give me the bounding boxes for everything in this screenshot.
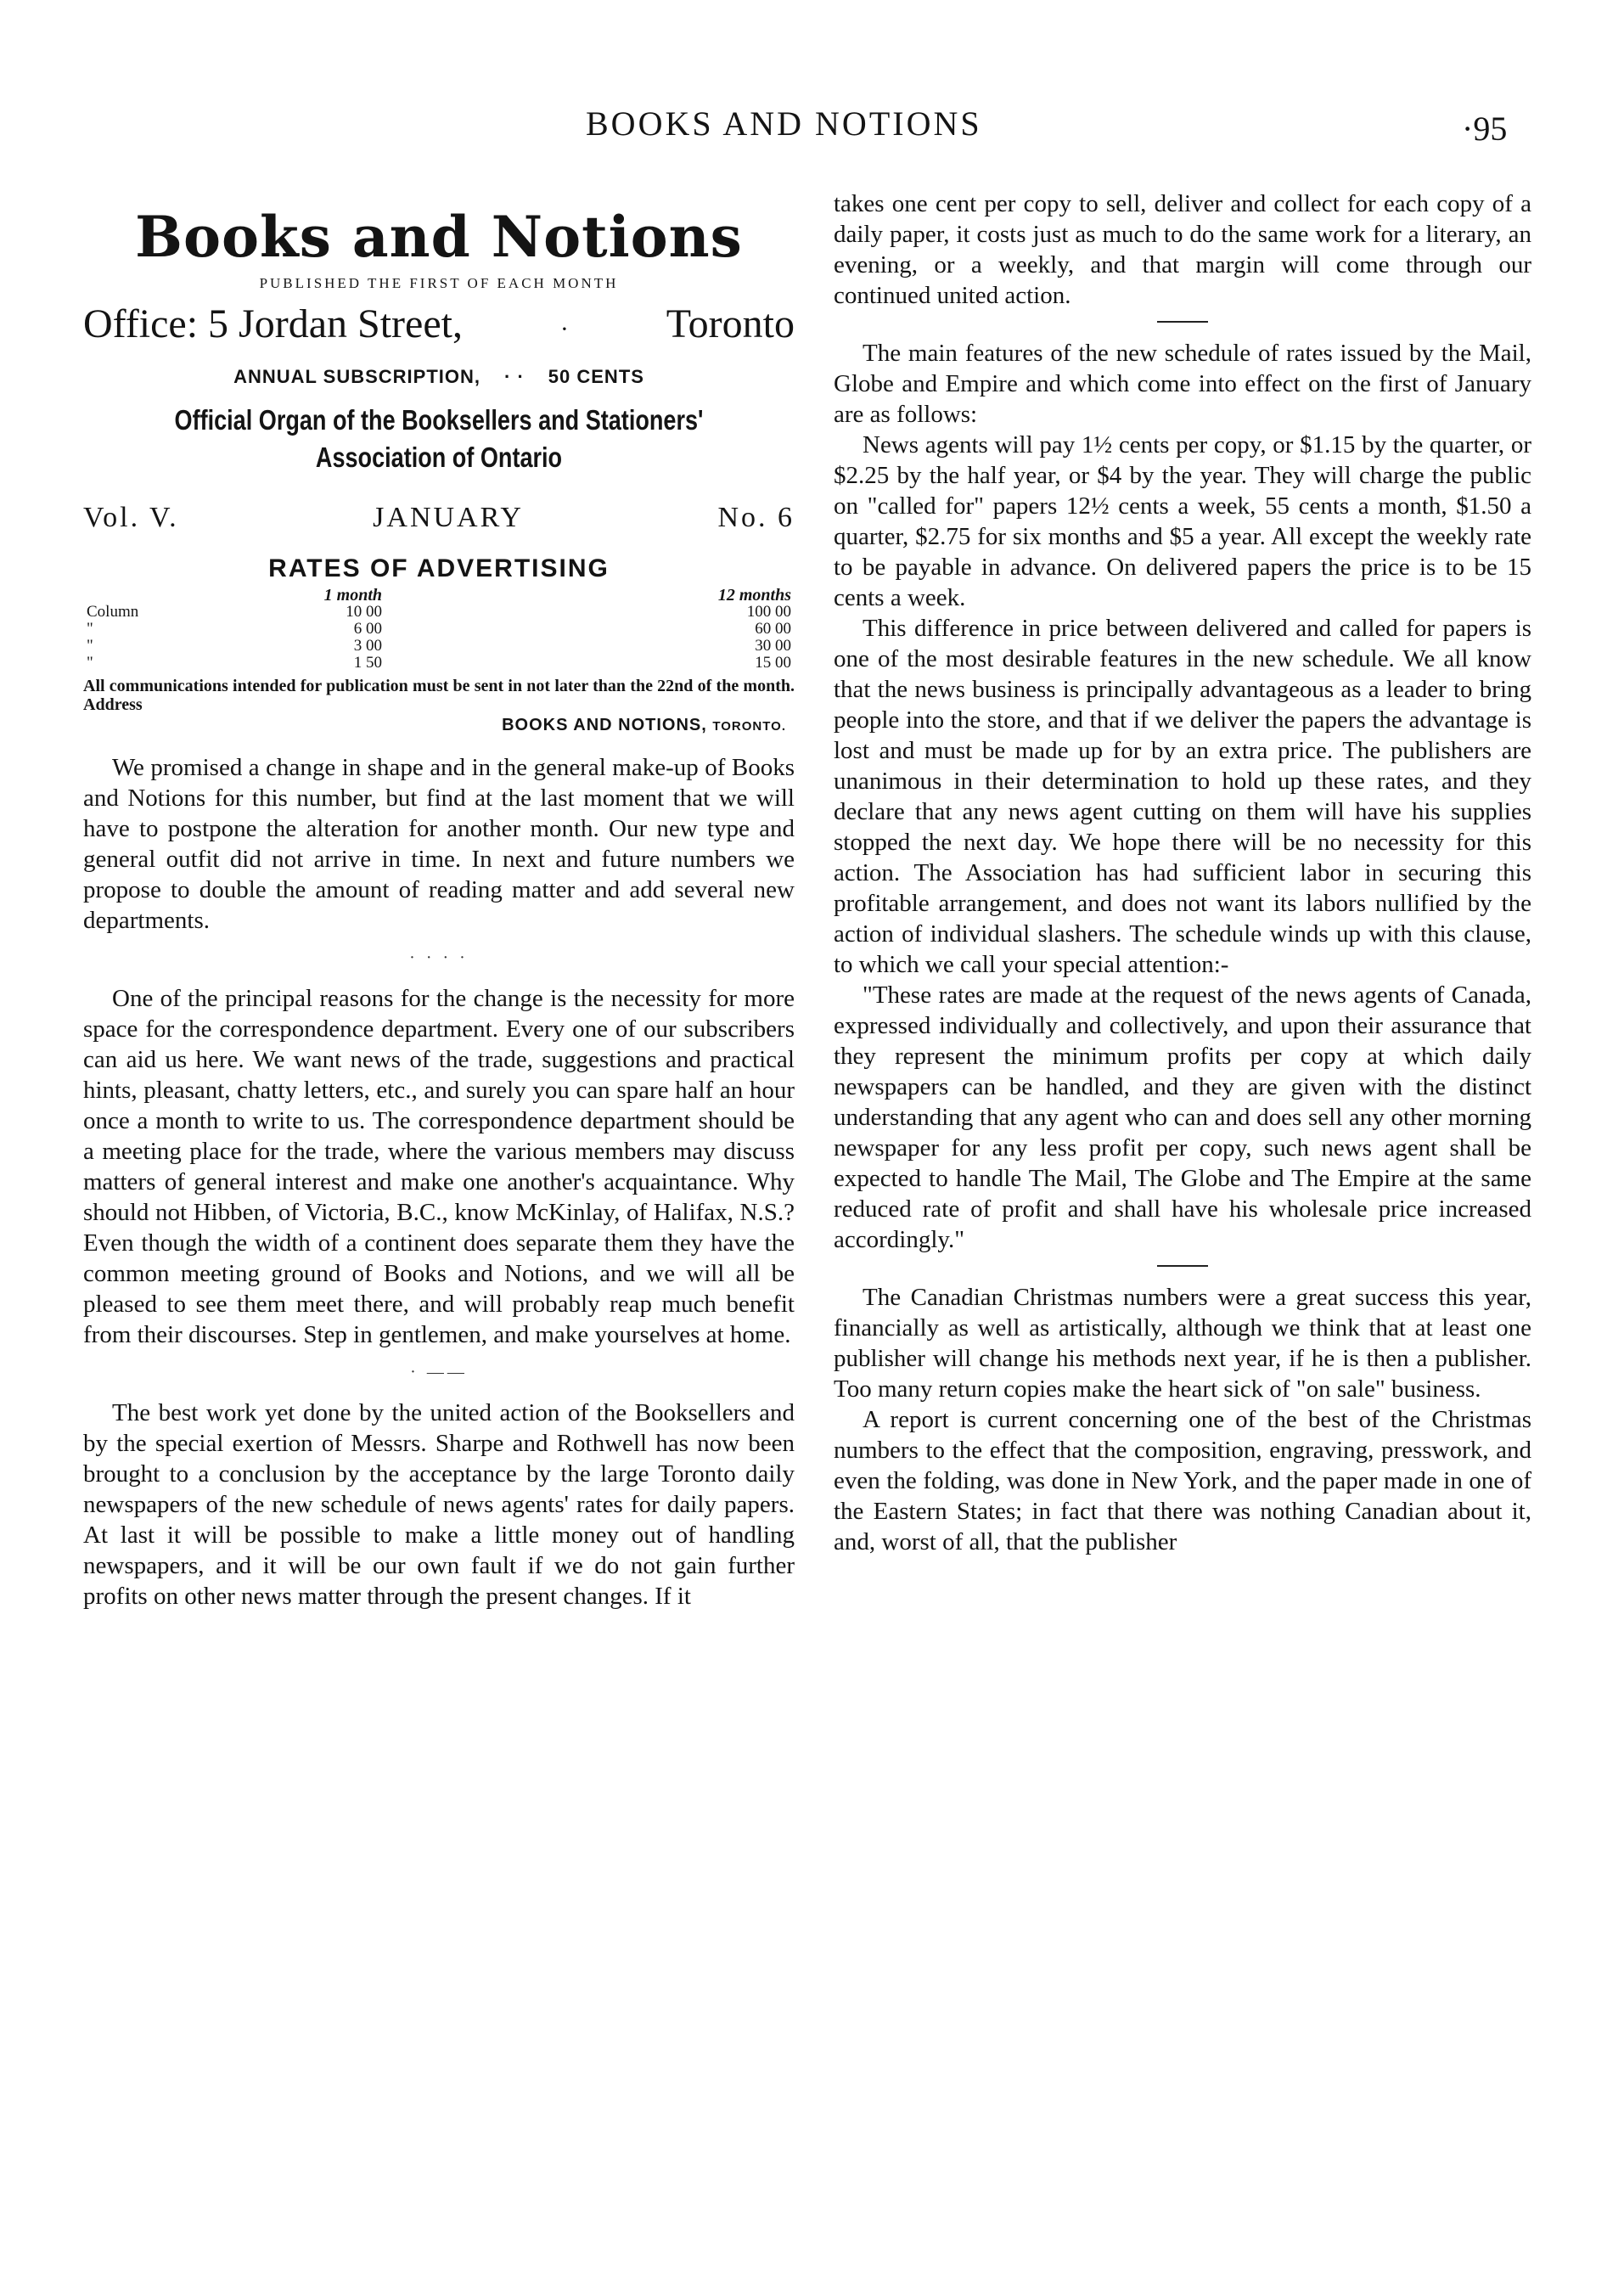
subscription-separator: · · bbox=[504, 366, 525, 387]
office-separator: · bbox=[559, 315, 569, 343]
rates-row-label: " bbox=[87, 637, 93, 655]
rates-row-12-months: 100 00 bbox=[746, 603, 791, 621]
article-paragraph: This difference in price between delivered and called for papers is one of the most desirable features in the new schedule. We all know that the news business is principally advantageous as a leader to bring people into the store, and that if we deliver the papers the advantage is lost and must be made up for by an extra price. The publishers are unanimous in their determination to hold up these rates, and they declare that any news agent cutting on them will have his supplies stopped the next day. We hope there will be no necessity for this action. The Association has had sufficient labor in securing this profitable arrangement, and does not want its labors nullified by the action of individual slashers. The schedule winds up with this clause, to which we call your special attention:- bbox=[834, 615, 1531, 978]
rates-row-1-month: 1 50 bbox=[353, 654, 382, 672]
rates-address-city: TORONTO. bbox=[712, 719, 786, 734]
article-paragraph: We promised a change in shape and in the general make-up of Books and Notions for this number, but find at the last moment that we will have to postpone the alteration for another month. Our new type and general outfit did not arrive in time. In next and future numbers we propose to double the amount of reading matter and add several new departments. bbox=[83, 754, 795, 934]
office-address: Office: 5 Jordan Street, bbox=[83, 301, 463, 346]
article-paragraph: "These rates are made at the request of the news agents of Canada, expressed individually and collectively, and upon their assurance that they represent the minimum profits per copy at which daily newspapers can be handled, and they are given with the distinct understanding that any agent who can and does sell any other morning newspaper for any less profit per copy, such news agent shall be expected to handle The Mail, The Globe and The Empire at the same reduced rate of profit and shall have his wholesale price increased accordingly." bbox=[834, 982, 1531, 1253]
rates-row-label: Column bbox=[87, 603, 139, 621]
article-paragraph: The Canadian Christmas numbers were a great success this year, financially as well as artistically, although we think that at least one publisher will change his methods next year, if he is then a publisher. Too many return copies make the heart sick of "on sale" business. bbox=[834, 1284, 1531, 1403]
subscription-label: ANNUAL SUBSCRIPTION, bbox=[233, 366, 481, 387]
article-paragraph: The best work yet done by the united action of the Booksellers and by the special exertion of Messrs. Sharpe and Rothwell has now been brought to a conclusion by the acceptance by the large Toronto daily newspapers of the new schedule of news agents' rates for daily papers. At last it will be possible to make a little money out of handling newspapers, and it will be our own fault if we do not gain further profits on other news matter through the present changes. If it bbox=[83, 1399, 795, 1610]
rates-row bbox=[83, 655, 795, 672]
rates-address-name: BOOKS AND NOTIONS, bbox=[502, 716, 707, 734]
subscription-line bbox=[83, 366, 795, 388]
rates-header-1-month: 1 month bbox=[323, 586, 382, 605]
rates-row-12-months: 30 00 bbox=[755, 637, 791, 655]
rates-row bbox=[83, 621, 795, 638]
article-paragraph: News agents will pay 1½ cents per copy, or $1.15 by the quarter, or $2.25 by the half year, or $4 by the year. They will charge the public on "called for" papers 12½ cents a week, 55 cents a month, $1.50 a quarter, $2.75 for six months and $5 a year. All except the weekly rate to be payable in advance. On delivered papers the price is to be 15 cents a week. bbox=[834, 431, 1531, 611]
office-line bbox=[83, 301, 795, 347]
official-organ-line: Official Organ of the Booksellers and Stationers' Association of Ontario bbox=[174, 404, 704, 473]
section-rule bbox=[1157, 1265, 1208, 1267]
section-separator: · · · · bbox=[409, 948, 469, 967]
rates-row-1-month: 10 00 bbox=[346, 603, 382, 621]
issue-month: JANUARY bbox=[373, 502, 524, 533]
section-separator: · —— bbox=[410, 1363, 468, 1381]
article-paragraph: The main features of the new schedule of rates issued by the Mail, Globe and Empire and which come into effect on the first of January are as follows: bbox=[834, 340, 1531, 428]
page-number: ·95 bbox=[1462, 110, 1508, 148]
rates-address bbox=[83, 716, 786, 735]
volume-line bbox=[83, 502, 795, 534]
rates-row-label: " bbox=[87, 620, 93, 638]
rates-row-label: " bbox=[87, 654, 93, 672]
rates-row bbox=[83, 638, 795, 655]
rates-row-12-months: 15 00 bbox=[755, 654, 791, 672]
article-paragraph: A report is current concerning one of the best of the Christmas numbers to the effect that the composition, engraving, presswork, and even the folding, was done in New York, and the paper made in one of the Eastern States; in fact that there was nothing Canadian about it, and, worst of all, that the publisher bbox=[834, 1406, 1531, 1555]
right-column bbox=[834, 188, 1531, 1557]
rates-title: RATES OF ADVERTISING bbox=[268, 554, 610, 582]
rates-note: All communications intended for publication must be sent in not later than the 22nd of the month. Address bbox=[83, 677, 795, 714]
masthead-title: Books and Notions bbox=[135, 204, 743, 270]
issue-number: No. 6 bbox=[717, 502, 795, 533]
office-city: Toronto bbox=[666, 301, 795, 346]
rates-header-12-months: 12 months bbox=[717, 586, 791, 605]
left-column bbox=[83, 188, 795, 1611]
rates-row-1-month: 6 00 bbox=[353, 620, 382, 638]
subscription-price: 50 CENTS bbox=[548, 366, 644, 387]
article-paragraph: takes one cent per copy to sell, deliver and collect for each copy of a daily paper, it costs just as much to do the same work for a literary, an evening, or a weekly, and that margin will come through our continued united action. bbox=[834, 190, 1531, 309]
rates-row-12-months: 60 00 bbox=[755, 620, 791, 638]
rates-header-row bbox=[83, 587, 795, 604]
section-rule bbox=[1157, 321, 1208, 323]
running-head: BOOKS AND NOTIONS bbox=[586, 104, 982, 143]
rates-row-1-month: 3 00 bbox=[353, 637, 382, 655]
rates-table bbox=[83, 587, 795, 672]
article-paragraph: One of the principal reasons for the change is the necessity for more space for the correspondence department. Every one of our subscribers can aid us here. We want news of the trade, suggestions and practical hints, pleasant, chatty letters, etc., and surely you can spare half an hour once a month to write to us. The correspondence department should be a meeting place for the trade, where the various members may discuss matters of general interest and make one another's acquaintance. Why should not Hibben, of Victoria, B.C., know McKinlay, of Halifax, N.S.? Even though the width of a continent does separate them they have the common meeting ground of Books and Notions, and we will all be pleased to see them meet there, and will probably reap much benefit from their discourses. Step in gentlemen, and make yourselves at home. bbox=[83, 985, 795, 1348]
published-line: PUBLISHED THE FIRST OF EACH MONTH bbox=[259, 275, 619, 291]
rates-row bbox=[83, 604, 795, 621]
volume: Vol. V. bbox=[83, 502, 179, 533]
